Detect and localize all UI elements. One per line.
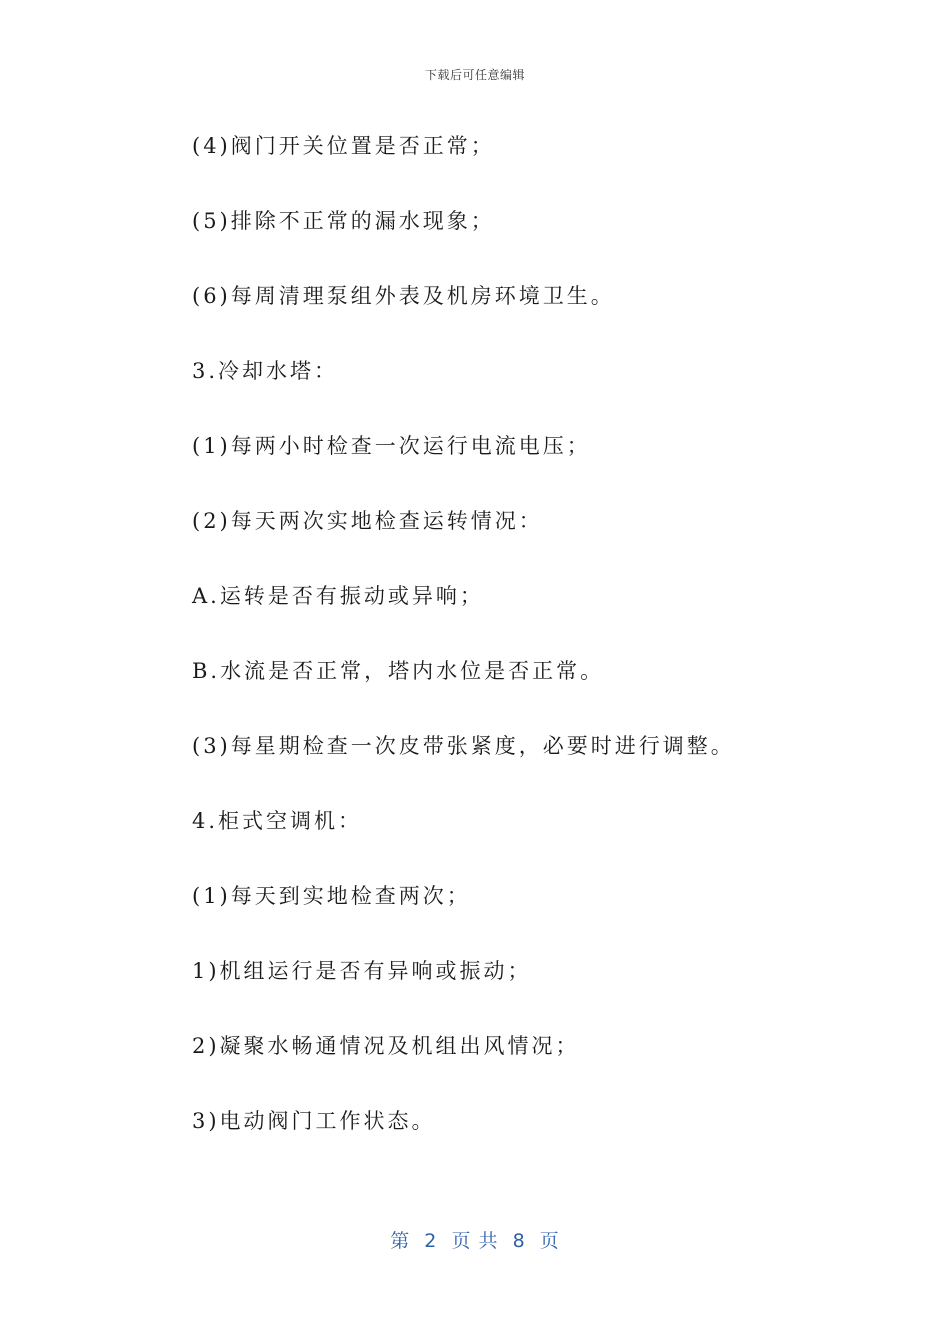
section-heading: 4.柜式空调机： xyxy=(192,809,363,833)
section-heading: 3.冷却水塔： xyxy=(192,359,339,383)
body-line: A.运转是否有振动或异响； xyxy=(192,584,484,608)
body-line: (3)每星期检查一次皮带张紧度，必要时进行调整。 xyxy=(192,734,735,758)
body-line: (6)每周清理泵组外表及机房环境卫生。 xyxy=(192,284,615,308)
body-line: 2)凝聚水畅通情况及机组出风情况； xyxy=(192,1034,580,1058)
body-line: (1)每天到实地检查两次； xyxy=(192,884,471,908)
page-header: 下载后可任意编辑 xyxy=(424,68,525,82)
document-body xyxy=(192,128,792,1178)
body-line: (1)每两小时检查一次运行电流电压； xyxy=(192,434,591,458)
body-line: 1)机组运行是否有异响或振动； xyxy=(192,959,532,983)
page-number-footer: 第 2 页 共 8 页 xyxy=(390,1230,560,1252)
body-line: (2)每天两次实地检查运转情况： xyxy=(192,509,543,533)
body-line: 3)电动阀门工作状态。 xyxy=(192,1109,436,1133)
body-line: B.水流是否正常，塔内水位是否正常。 xyxy=(192,659,605,683)
body-line: (5)排除不正常的漏水现象； xyxy=(192,209,495,233)
body-line: (4)阀门开关位置是否正常； xyxy=(192,134,495,158)
